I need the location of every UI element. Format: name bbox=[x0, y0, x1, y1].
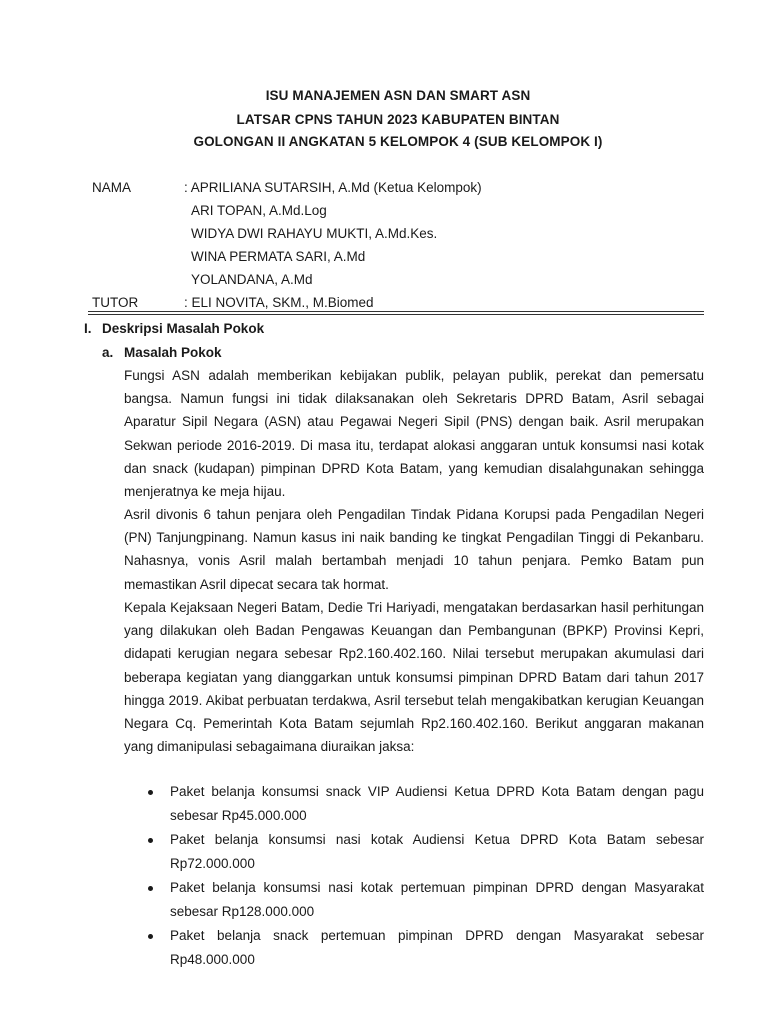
bullet-icon bbox=[148, 934, 153, 939]
nama-value-2: ARI TOPAN, A.Md.Log bbox=[191, 203, 327, 218]
doc-title-2: LATSAR CPNS TAHUN 2023 KABUPATEN BINTAN bbox=[236, 112, 560, 127]
budget-list bbox=[148, 780, 704, 972]
paragraph-3: Kepala Kejaksaan Negeri Batam, Dedie Tri Hariyadi, mengatakan berdasarkan hasil perhitungan yang dilakukan oleh Badan Pengawas Keuangan dan Pembangunan (BPKP) Provinsi Kepri, didapati kerugian negara sebesar Rp2.160.402.160. Nilai tersebut merupakan akumulasi dari beberapa kegiatan yang dianggarkan untuk konsumsi pimpinan DPRD Batam dari tahun 2017 hingga 2019. Akibat perbuatan terdakwa, Asril tersebut telah mengakibatkan kerugian Keuangan Negara Cq. Pemerintah Kota Batam sejumlah Rp2.160.402.160. Berikut anggaran makanan yang dimanipulasi sebagaimana diuraikan jaksa: bbox=[124, 600, 704, 755]
tutor-value: : ELI NOVITA, SKM., M.Biomed bbox=[184, 295, 374, 310]
list-item: Paket belanja konsumsi nasi kotak pertemuan pimpinan DPRD dengan Masyarakat sebesar Rp128.000.000 bbox=[148, 876, 704, 924]
bullet-icon bbox=[148, 838, 153, 843]
paragraph-2: Asril divonis 6 tahun penjara oleh Pengadilan Tindak Pidana Korupsi pada Pengadilan Negeri (PN) Tanjungpinang. Namun kasus ini naik banding ke tingkat Pengadilan Tinggi di Pekanbaru. Nahasnya, vonis Asril malah bertambah menjadi 10 tahun penjara. Pemko Batam pun memastikan Asril dipecat secara tak hormat. bbox=[124, 507, 704, 592]
doc-title-1: ISU MANAJEMEN ASN DAN SMART ASN bbox=[265, 88, 531, 103]
nama-value-4: WINA PERMATA SARI, A.Md bbox=[191, 249, 366, 264]
doc-title-3: GOLONGAN II ANGKATAN 5 KELOMPOK 4 (SUB KELOMPOK I) bbox=[193, 134, 603, 149]
section-title: Deskripsi Masalah Pokok bbox=[102, 321, 265, 336]
tutor-label: TUTOR bbox=[92, 295, 139, 310]
nama-value-1: : APRILIANA SUTARSIH, A.Md (Ketua Kelompok) bbox=[184, 180, 482, 195]
subsection-number: a. bbox=[102, 345, 114, 360]
nama-label: NAMA bbox=[92, 180, 132, 195]
divider-line-1 bbox=[88, 311, 704, 312]
divider-line-2 bbox=[88, 314, 704, 315]
list-item: Paket belanja snack pertemuan pimpinan DPRD dengan Masyarakat sebesar Rp48.000.000 bbox=[148, 924, 704, 972]
nama-value-5: YOLANDANA, A.Md bbox=[191, 272, 313, 287]
list-item: Paket belanja konsumsi snack VIP Audiensi Ketua DPRD Kota Batam dengan pagu sebesar Rp45.000.000 bbox=[148, 780, 704, 828]
list-item: Paket belanja konsumsi nasi kotak Audiensi Ketua DPRD Kota Batam sebesar Rp72.000.000 bbox=[148, 828, 704, 876]
nama-value-3: WIDYA DWI RAHAYU MUKTI, A.Md.Kes. bbox=[191, 226, 438, 241]
section-number: I. bbox=[84, 321, 92, 336]
paragraph-1: Fungsi ASN adalah memberikan kebijakan publik, pelayan publik, perekat dan pemersatu bangsa. Namun fungsi ini tidak dilaksanakan oleh Sekretaris DPRD Batam, Asril sebagai Aparatur Sipil Negara (ASN) atau Pegawai Negeri Sipil (PNS) dengan baik. Asril merupakan Sekwan periode 2016-2019. Di masa itu, terdapat alokasi anggaran untuk konsumsi nasi kotak dan snack (kudapan) pimpinan DPRD Kota Batam, yang kemudian disalahgunakan sehingga menjeratnya ke meja hijau. bbox=[124, 368, 704, 500]
bullet-icon bbox=[148, 886, 153, 891]
bullet-icon bbox=[148, 790, 153, 795]
subsection-title: Masalah Pokok bbox=[124, 345, 222, 360]
